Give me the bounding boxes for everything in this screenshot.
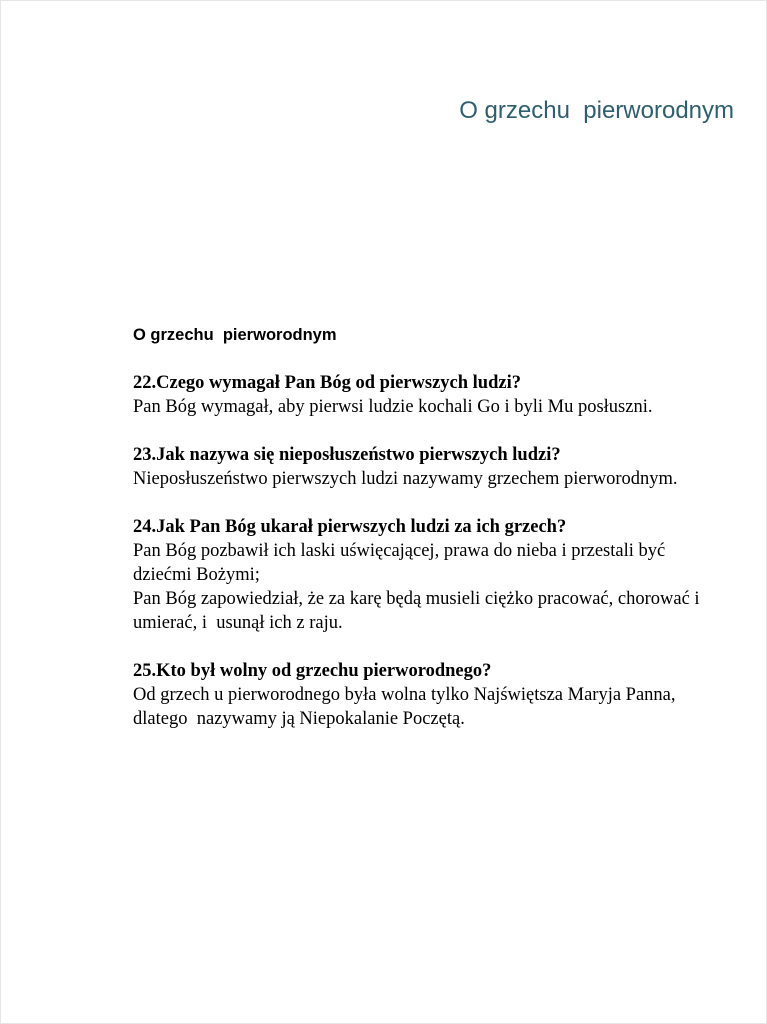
answer: Nieposłuszeństwo pierwszych ludzi nazywamy grzechem pierworodnym. [133, 469, 678, 489]
qa-item-23 [133, 443, 713, 491]
qa-item-22 [133, 371, 713, 419]
question: 25.Kto był wolny od grzechu pierworodnego? [133, 661, 492, 681]
answer: Pan Bóg pozbawił ich laski uświęcającej, prawa do nieba i przestali być dziećmi Bożymi; [133, 541, 670, 585]
qa-item-25 [133, 659, 713, 731]
question: 22.Czego wymagał Pan Bóg od pierwszych ludzi? [133, 373, 521, 393]
qa-content [133, 323, 713, 755]
question: 23.Jak nazywa się nieposłuszeństwo pierwszych ludzi? [133, 445, 561, 465]
answer: Od grzech u pierworodnego była wolna tylko Najświętsza Maryja Panna, dlatego nazywamy ją Niepokalanie Poczętą. [133, 685, 681, 729]
page-title: O grzechu pierworodnym [459, 97, 734, 124]
answer: Pan Bóg wymagał, aby pierwsi ludzie kochali Go i byli Mu posłuszni. [133, 397, 653, 417]
question: 24.Jak Pan Bóg ukarał pierwszych ludzi za ich grzech? [133, 517, 567, 537]
section-heading: O grzechu pierworodnym [133, 326, 337, 344]
answer: Pan Bóg zapowiedział, że za karę będą musieli ciężko pracować, chorować i umierać, i usunął ich z raju. [133, 589, 705, 633]
qa-item-24 [133, 515, 713, 635]
